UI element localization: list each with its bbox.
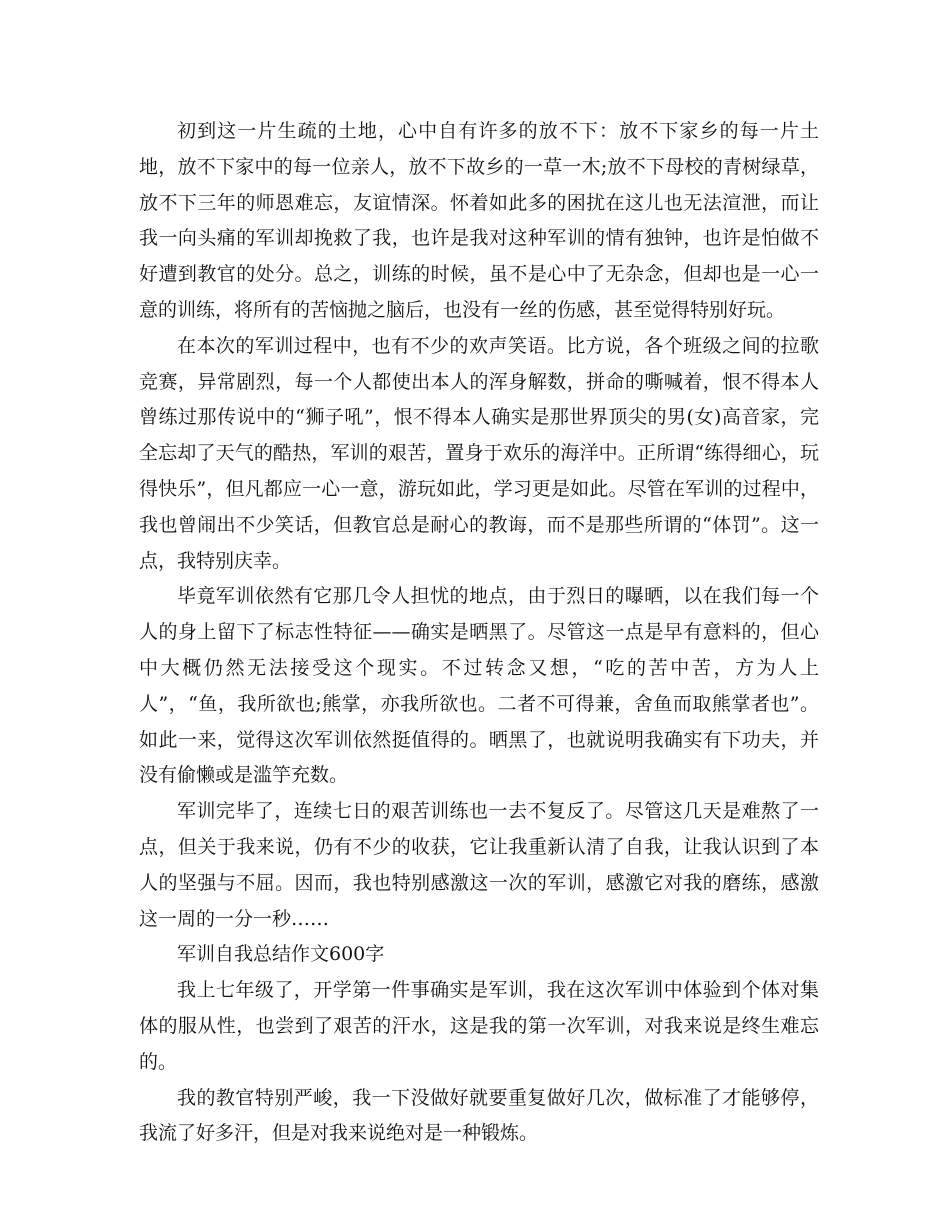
paragraph-1: 初到这一片生疏的土地，心中自有许多的放不下：放不下家乡的每一片土地，放不下家中的每一位亲人，放不下故乡的一草一木;放不下母校的青树绿草，放不下三年的师恩难忘，友谊情深。怀着如此多的困扰在这儿也无法渲泄，而让我一向头痛的军训却挽救了我，也许是我对这种军训的情有独钟，也许是怕做不好遭到教官的处分。总之，训练的时候，虽不是心中了无杂念，但却也是一心一意的训练，将所有的苦恼抛之脑后，也没有一丝的伤感，甚至觉得特别好玩。 xyxy=(139,120,819,321)
paragraph-3: 毕竟军训依然有它那几令人担忧的地点，由于烈日的曝晒，以在我们每一个人的身上留下了标志性特征——确实是晒黑了。尽管这一点是早有意料的，但心中大概仍然无法接受这个现实。不过转念又想，“吃的苦中苦，方为人上人”，“鱼，我所欲也;熊掌，亦我所欲也。二者不可得兼，舍鱼而取熊掌者也”。如此一来，觉得这次军训依然挺值得的。晒黑了，也就说明我确实有下功夫，并没有偷懒或是滥竽充数。 xyxy=(139,585,819,787)
paragraph-4: 军训完毕了，连续七日的艰苦训练也一去不复反了。尽管这几天是难熬了一点，但关于我来说，仍有不少的收获，它让我重新认清了自我，让我认识到了本人的坚强与不屈。因而，我也特别感激这一次的军训，感激它对我的磨练，感激这一周的一分一秒…… xyxy=(139,800,819,930)
paragraph-2: 在本次的军训过程中，也有不少的欢声笑语。比方说，各个班级之间的拉歌竞赛，异常剧烈，每一个人都使出本人的浑身解数，拼命的嘶喊着，恨不得本人曾练过那传说中的“狮子吼”，恨不得本人确实是那世界顶尖的男(女)高音家，完全忘却了天气的酷热，军训的艰苦，置身于欢乐的海洋中。正所谓“练得细心，玩得快乐”，但凡都应一心一意，游玩如此，学习更是如此。尽管在军训的过程中，我也曾闹出不少笑话，但教官总是耐心的教诲，而不是那些所谓的“体罚”。这一点，我特别庆幸。 xyxy=(139,334,819,572)
section-heading: 军训自我总结作文600字 xyxy=(177,943,385,966)
paragraph-5: 我上七年级了，开学第一件事确实是军训，我在这次军训中体验到个体对集体的服从性，也尝到了艰苦的汗水，这是我的第一次军训，对我来说是终生难忘的。 xyxy=(139,979,819,1073)
document-body xyxy=(139,114,819,1152)
paragraph-6: 我的教官特别严峻，我一下没做好就要重复做好几次，做标准了才能够停，我流了好多汗，但是对我来说绝对是一种锻炼。 xyxy=(139,1086,819,1145)
